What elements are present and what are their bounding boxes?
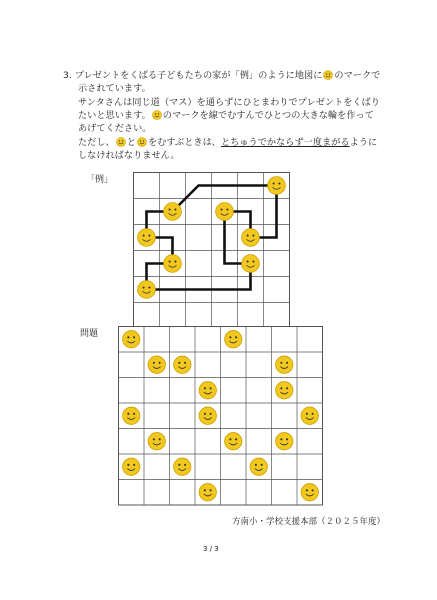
smiley-icon <box>225 433 242 450</box>
question-line-6 <box>78 137 377 149</box>
footer-credit: 方南小・学校支援本部（２０２５年度） <box>232 517 386 527</box>
smiley-icon <box>276 382 293 399</box>
smiley-icon <box>123 458 140 475</box>
smiley-icon <box>148 356 165 373</box>
question-text: しなければなりません。 <box>78 150 180 161</box>
smiley-icon <box>242 229 260 247</box>
problem-label: 問題 <box>80 329 99 339</box>
question-text: をむすぶときは、 <box>147 137 221 148</box>
smiley-icon <box>174 356 191 373</box>
question-text: ように <box>349 137 378 148</box>
question-text: のマークで <box>334 70 381 81</box>
question-line-5 <box>78 123 152 135</box>
smiley-icon <box>164 255 182 273</box>
question-text: プレゼントをくばる子どもたちの家が「例」のように地図に <box>74 70 323 81</box>
question-line-1 <box>63 70 380 82</box>
smiley-icon <box>123 331 140 348</box>
example-grid <box>133 172 293 298</box>
smiley-icon <box>137 137 147 147</box>
example-label: 「例」 <box>86 175 114 185</box>
smiley-icon <box>199 407 216 424</box>
smiley-icon <box>174 458 191 475</box>
smiley-icon <box>323 70 333 80</box>
question-text: たいと思います。 <box>78 110 151 121</box>
question-line-3 <box>78 97 380 109</box>
question-text: あげてください。 <box>78 123 152 134</box>
smiley-icon <box>216 203 234 221</box>
smiley-icon <box>276 433 293 450</box>
smiley-icon <box>276 356 293 373</box>
smiley-icon <box>225 331 242 348</box>
question-text: と <box>126 137 136 148</box>
question-line-4 <box>78 110 374 122</box>
smiley-icon <box>138 281 156 299</box>
smiley-icon <box>138 229 156 247</box>
smiley-icon <box>301 484 318 501</box>
question-text: サンタさんは同じ道（マス）を通らずにひとまわりでプレゼントをくばり <box>78 97 380 108</box>
question-line-7 <box>78 150 180 162</box>
smiley-icon <box>123 407 140 424</box>
question-text: ただし、 <box>78 137 115 148</box>
smiley-icon <box>116 137 126 147</box>
question-text: のマークを線でむすんでひとつの大きな輪を作って <box>162 110 374 121</box>
page-number: 3 / 3 <box>203 545 219 553</box>
question-line-2 <box>78 83 151 95</box>
smiley-icon <box>152 110 162 120</box>
smiley-icon <box>199 382 216 399</box>
smiley-icon <box>301 407 318 424</box>
question-number: 3. <box>63 70 72 81</box>
smiley-icon <box>268 177 286 195</box>
smiley-icon <box>250 458 267 475</box>
question-text: 示されています。 <box>78 83 151 94</box>
smiley-icon <box>148 433 165 450</box>
smiley-icon <box>242 255 260 273</box>
smiley-icon <box>199 484 216 501</box>
underlined-condition: とちゅうでかならず一度まがる <box>220 137 350 148</box>
smiley-icon <box>164 203 182 221</box>
problem-grid <box>118 326 324 506</box>
